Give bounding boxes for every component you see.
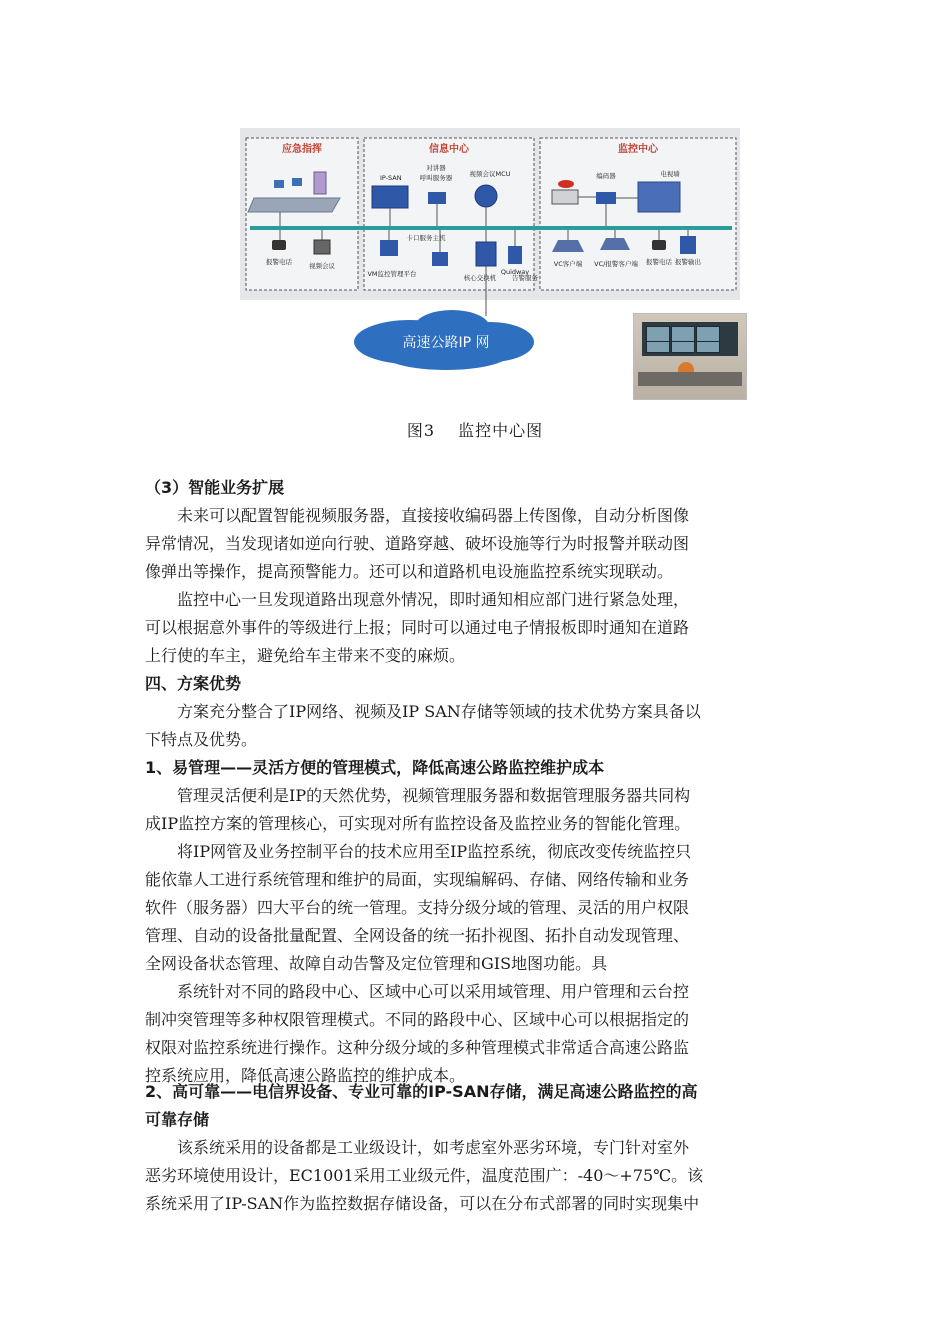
- lan-platform: [248, 198, 340, 212]
- wall-screen: [696, 341, 720, 353]
- network-diagram-figure: [240, 128, 745, 400]
- paragraph-line: 可以根据意外事件的等级进行上报；同时可以通过电子情报板即时通知在道路: [145, 618, 690, 637]
- alarm-output-icon: [680, 236, 696, 254]
- label-vm-platform: VM监控管理平台: [367, 270, 417, 278]
- label-encoder: 编码器: [596, 172, 616, 180]
- paragraph-line: 监控中心一旦发现道路出现意外情况，即时通知相应部门进行紧急处理，: [177, 590, 690, 609]
- paragraph-line: 能依靠人工进行系统管理和维护的局面，实现编解码、存储、网络传输和业务: [145, 870, 690, 889]
- tv-wall-icon: [638, 182, 680, 212]
- paragraph-line: 制冲突管理等多种权限管理模式。不同的路段中心、区域中心可以根据指定的: [145, 1010, 690, 1029]
- label-ipsan: IP-SAN: [380, 174, 402, 182]
- figure-caption: 图3 监控中心图: [406, 421, 544, 440]
- heading-high-reliability: 2、高可靠——电信界设备、专业可靠的IP-SAN存储，满足高速公路监控的高: [145, 1082, 698, 1101]
- paragraph-line: 软件（服务器）四大平台的统一管理。支持分级分域的管理、灵活的用户权限: [145, 898, 690, 917]
- phone-icon: [652, 240, 666, 250]
- zone-title-emergency: 应急指挥: [282, 144, 322, 155]
- label-intercom: 对讲器: [426, 164, 446, 172]
- decoder-icon: [432, 252, 448, 266]
- label-decoder: 卡口服务主机: [406, 234, 446, 242]
- heading-easy-management: 1、易管理——灵活方便的管理模式，降低高速公路监控维护成本: [145, 758, 605, 777]
- label-video-conf: 视频会议: [309, 262, 335, 270]
- zone-title-monitor: 监控中心: [618, 144, 658, 155]
- monitor-center-photo: [633, 313, 747, 400]
- paragraph-line: 下特点及优势。: [145, 730, 258, 749]
- label-alarm-output: 报警输出: [675, 258, 701, 266]
- label-core-switch: 核心交换机: [463, 274, 497, 282]
- server-icon: [314, 172, 326, 194]
- paragraph-line: 控系统应用，降低高速公路监控的维护成本。: [145, 1066, 466, 1085]
- paragraph-line: 上行使的车主，避免给车主带来不变的麻烦。: [145, 646, 466, 665]
- paragraph-line: 将IP网管及业务控制平台的技术应用至IP监控系统，彻底改变传统监控只: [177, 842, 692, 861]
- vm-platform-icon: [380, 240, 398, 256]
- paragraph-line: 异常情况，当发现诸如逆向行驶、道路穿越、破坏设施等行为时报警并联动图: [145, 534, 690, 553]
- pc-icon: [274, 180, 284, 188]
- ipsan-icon: [372, 186, 408, 208]
- console-desk: [638, 372, 742, 386]
- paragraph-line: 系统针对不同的路段中心、区域中心可以采用域管理、用户管理和云台控: [177, 982, 690, 1001]
- label-call-server: 呼叫服务器: [419, 174, 453, 182]
- paragraph-line: 未来可以配置智能视频服务器，直接接收编码器上传图像，自动分析图像: [177, 506, 690, 525]
- wall-screen: [671, 341, 695, 353]
- alarm-server-icon: [508, 246, 522, 264]
- label-mcu: 视频会议MCU: [469, 170, 511, 178]
- mcu-icon: [475, 185, 497, 207]
- camera-icon: [552, 190, 578, 204]
- paragraph-line: 像弹出等操作，提高预警能力。还可以和道路机电设施监控系统实现联动。: [145, 562, 674, 581]
- label-alarm-server: 告警服务: [512, 274, 538, 282]
- zone-emergency: [246, 138, 358, 290]
- wall-screen: [646, 341, 670, 353]
- zone-title-info: 信息中心: [429, 144, 469, 155]
- pc-icon: [292, 178, 302, 186]
- heading-high-reliability-cont: 可靠存储: [145, 1110, 210, 1129]
- heading-advantages: 四、方案优势: [145, 674, 242, 693]
- heading-smart-expansion: （3）智能业务扩展: [145, 478, 285, 497]
- phone-icon: [272, 240, 286, 250]
- ip-network-cloud: [354, 310, 534, 370]
- label-phone: 报警电话: [646, 258, 672, 266]
- paragraph-line: 全网设备状态管理、故障自动告警及定位管理和GIS地图功能。具: [145, 954, 608, 973]
- paragraph-line: 管理灵活便利是IP的天然优势，视频管理服务器和数据管理服务器共同构: [177, 786, 691, 805]
- backbone-line: [250, 226, 732, 230]
- paragraph-line: 该系统采用的设备都是工业级设计，如考虑室外恶劣环境，专门针对室外: [177, 1138, 690, 1157]
- label-vc-alarm-client: VC/报警客户端: [594, 260, 638, 268]
- encoder-icon: [596, 192, 616, 204]
- paragraph-line: 方案充分整合了IP网络、视频及IP SAN存储等领域的技术优势方案具备以: [177, 702, 701, 721]
- call-server-icon: [428, 192, 446, 204]
- paragraph-line: 成IP监控方案的管理核心，可实现对所有监控设备及监控业务的智能化管理。: [145, 814, 691, 833]
- paragraph-line: 恶劣环境使用设计，EC1001采用工业级元件，温度范围广：-40～+75℃。该: [145, 1166, 704, 1185]
- alarm-light-icon: [558, 180, 574, 188]
- core-switch-icon: [476, 242, 496, 266]
- label-tv-wall: 电视墙: [660, 170, 680, 178]
- paragraph-line: 权限对监控系统进行操作。这种分级分域的多种管理模式非常适合高速公路监: [145, 1038, 690, 1057]
- paragraph-line: 系统采用了IP-SAN作为监控数据存储设备，可以在分布式部署的同时实现集中: [145, 1194, 700, 1213]
- video-conf-icon: [314, 240, 330, 254]
- paragraph-line: 管理、自动的设备批量配置、全网设备的统一拓扑视图、拓扑自动发现管理、: [145, 926, 690, 945]
- label-phone: 报警电话: [266, 258, 292, 266]
- label-vc-client: VC客户端: [553, 260, 583, 268]
- label-quidway: Quidway: [500, 268, 530, 276]
- cloud-label: 高速公路IP 网: [402, 335, 490, 351]
